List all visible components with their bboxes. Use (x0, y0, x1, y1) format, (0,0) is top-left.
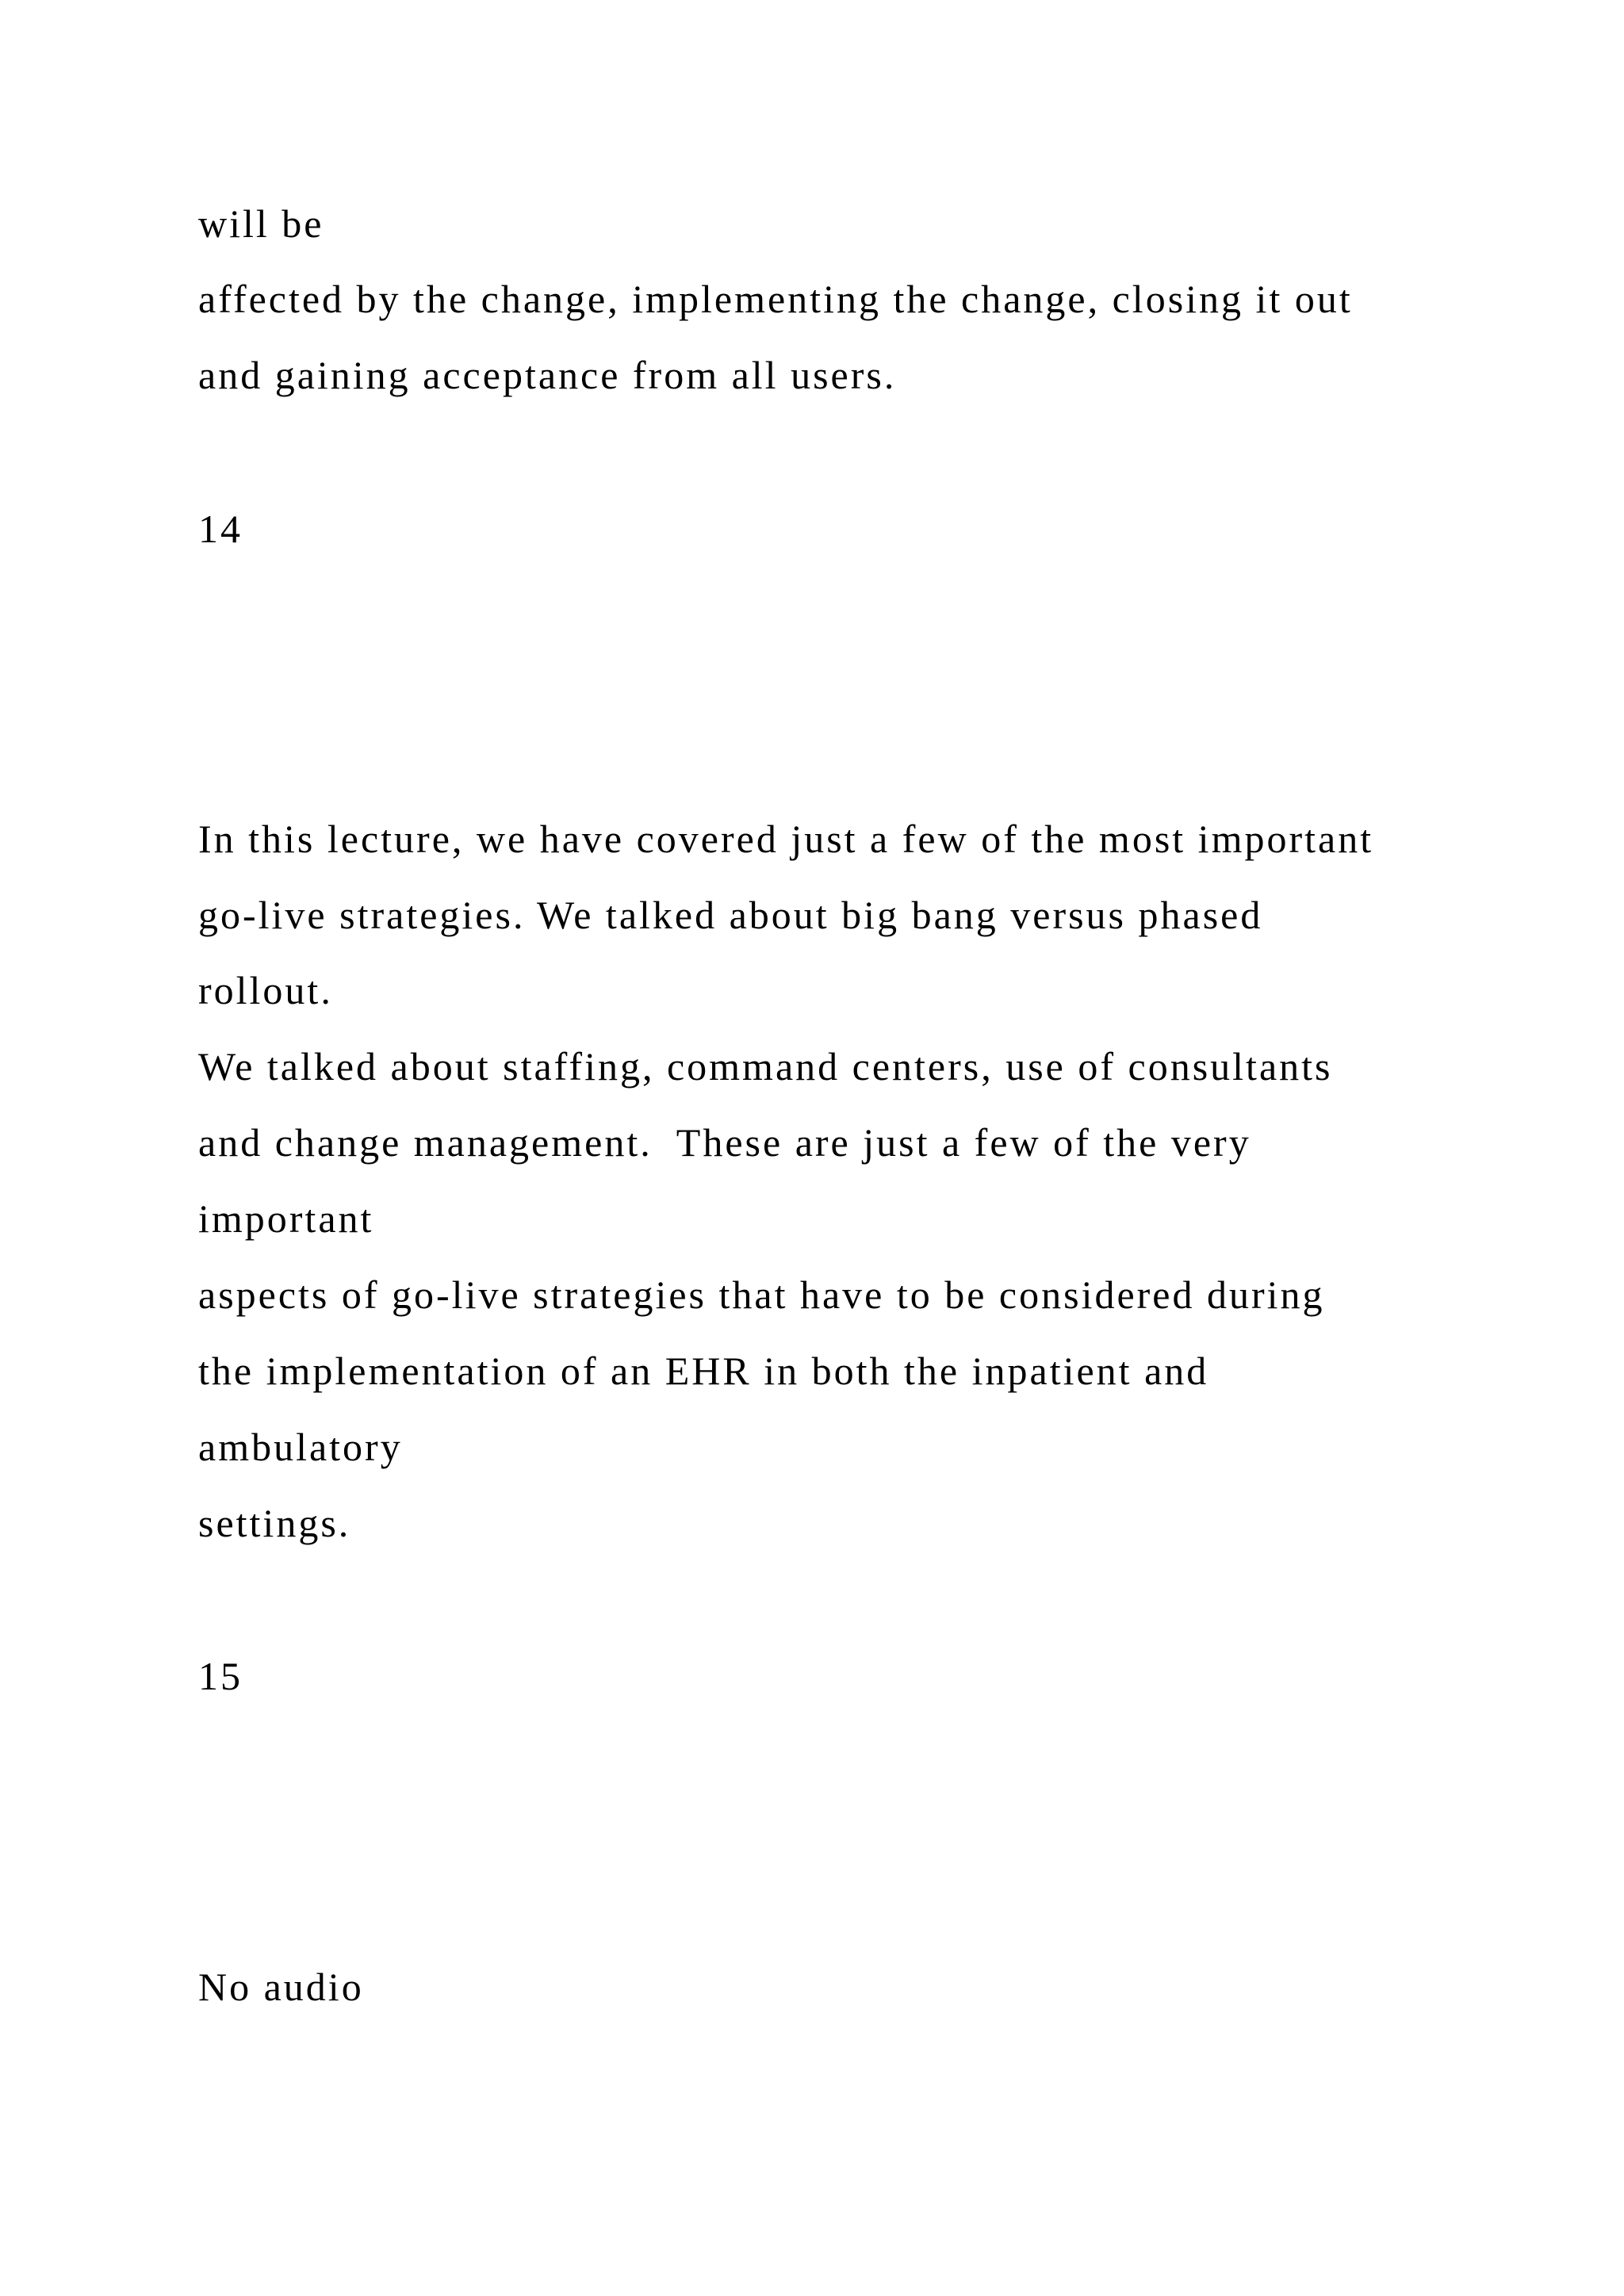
text-line: will be (198, 201, 324, 246)
text-line: and change management. These are just a few of the very (198, 1120, 1251, 1165)
text-line: aspects of go-live strategies that have to be considered during (198, 1272, 1325, 1317)
page-number: 15 (198, 1654, 243, 1698)
text-line: In this lecture, we have covered just a few of the most important (198, 817, 1374, 861)
text-line: go-live strategies. We talked about big bang versus phased (198, 893, 1263, 937)
text-line: No audio (198, 1965, 364, 2009)
text-line: rollout. (198, 968, 333, 1012)
text-line: We talked about staffing, command centers, use of consultants (198, 1044, 1333, 1089)
text-line: the implementation of an EHR in both the inpatient and (198, 1349, 1209, 1393)
text-line: ambulatory (198, 1425, 403, 1469)
text-line: affected by the change, implementing the change, closing it out (198, 277, 1353, 321)
text-line: settings. (198, 1501, 351, 1545)
text-line: and gaining acceptance from all users. (198, 353, 897, 397)
page-number: 14 (198, 507, 243, 551)
text-line: important (198, 1196, 374, 1241)
